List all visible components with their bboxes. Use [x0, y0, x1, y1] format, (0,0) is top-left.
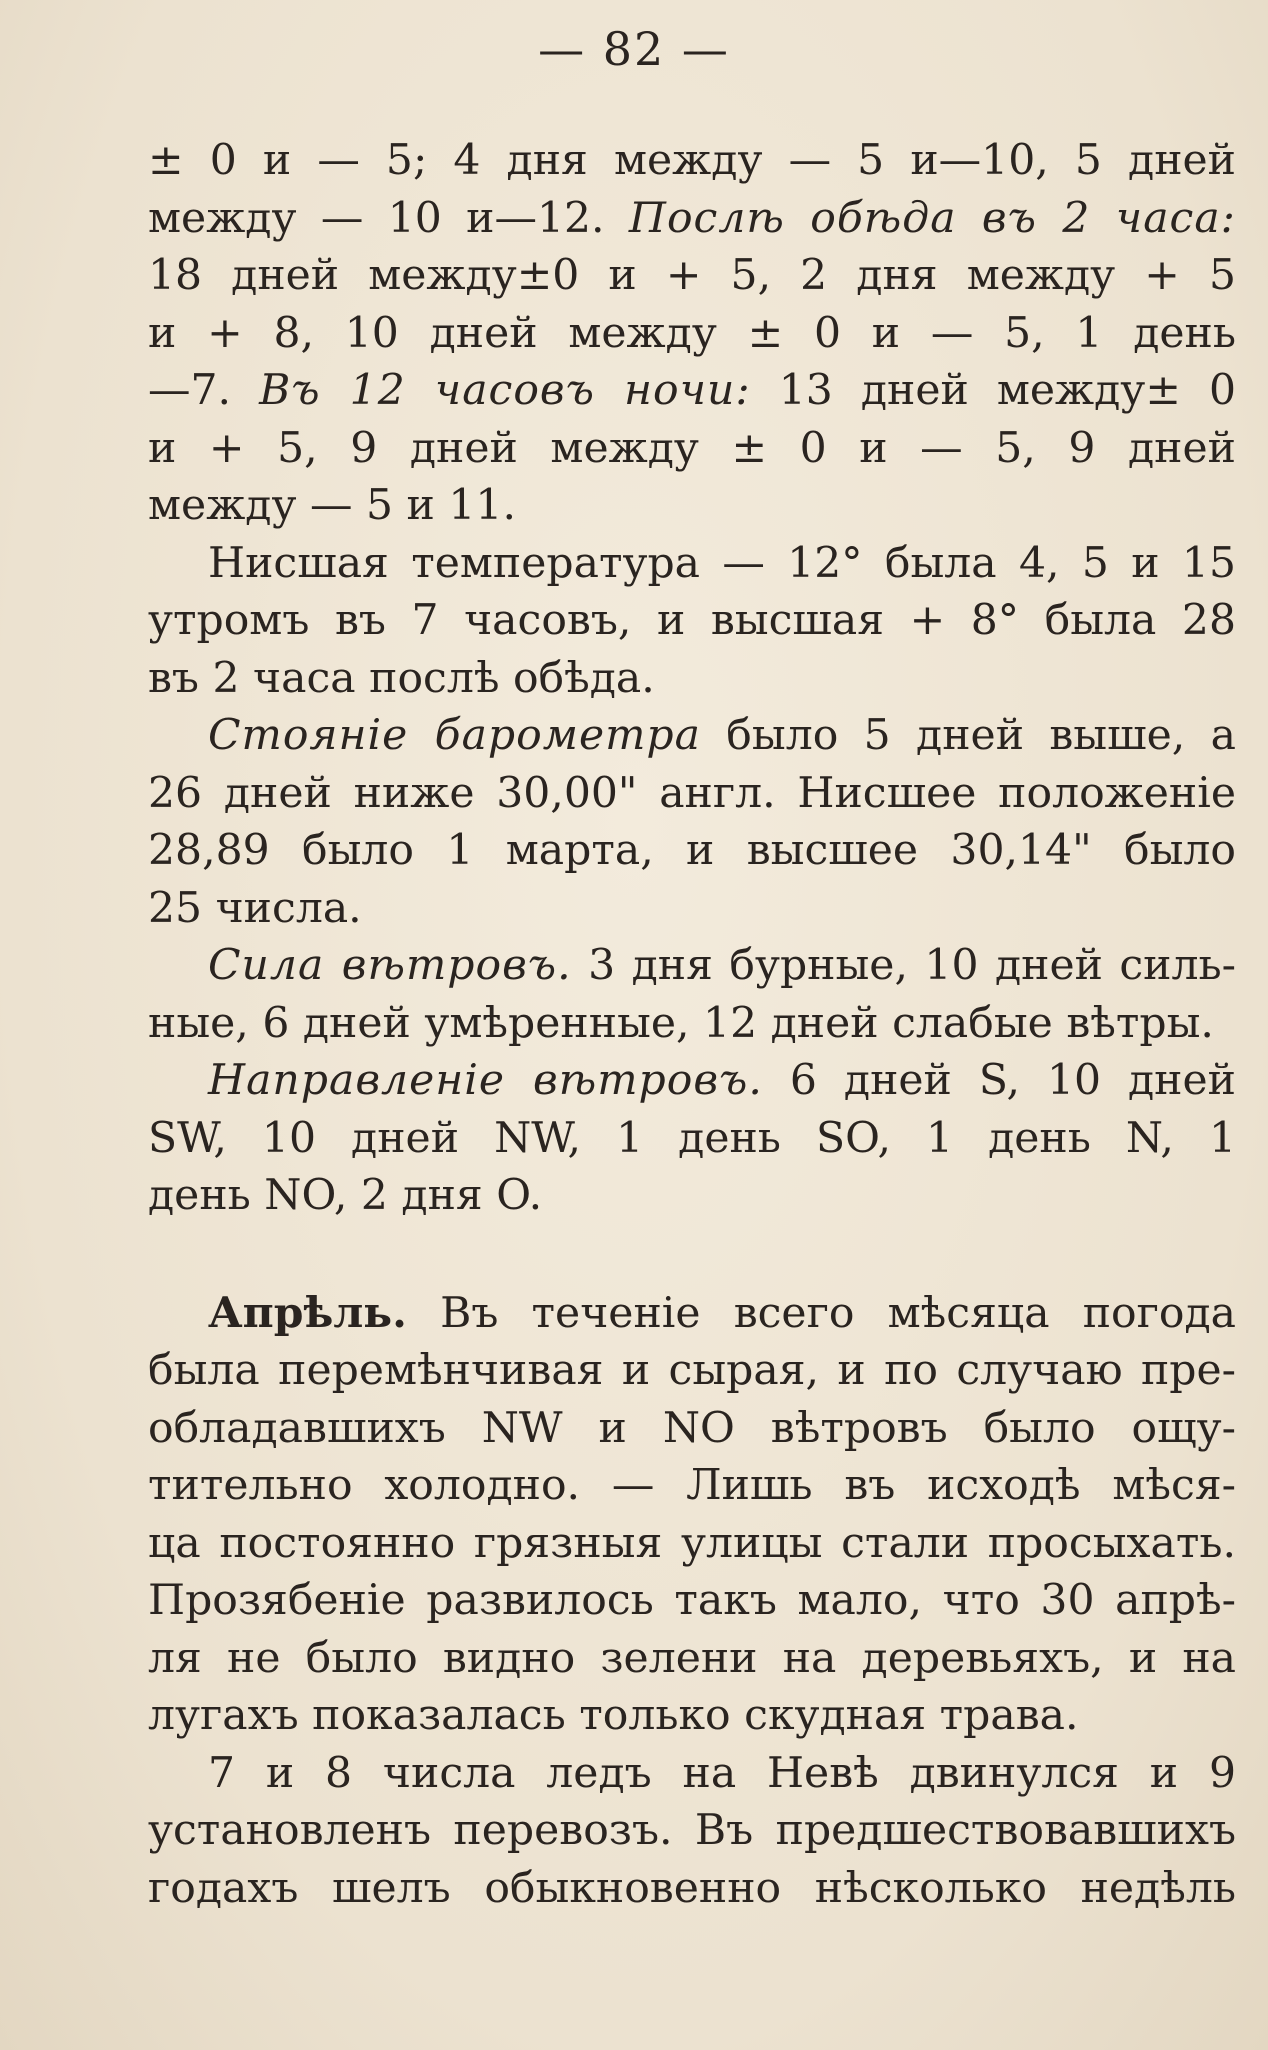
paragraph	[148, 1745, 1236, 1918]
text-line	[148, 1745, 1236, 1803]
text-run: ные, 6 дней умѣренные, 12 дней слабые вѣтры.	[148, 998, 1214, 1048]
text-run: ля не было видно зелени на деревьяхъ, и на	[148, 1633, 1236, 1683]
text-line	[148, 305, 1236, 363]
text-run: 7 и 8 числа ледъ на Невѣ двинулся и 9	[208, 1748, 1236, 1798]
text-line	[148, 420, 1236, 478]
text-run: и + 5, 9 дней между ± 0 и — 5, 9 дней	[148, 423, 1236, 473]
text-line	[148, 1285, 1236, 1343]
text-run: установленъ перевозъ. Въ предшествовавшихъ	[148, 1806, 1236, 1855]
text-line	[148, 1860, 1236, 1918]
text-line	[148, 1687, 1236, 1745]
text-run: ± 0 и — 5; 4 дня между — 5 и—10, 5 дней	[148, 136, 1236, 185]
text-line	[148, 1572, 1236, 1630]
text-run: 3 дня бурные, 10 дней силь-	[571, 941, 1236, 990]
text-run: между — 10 и—12.	[148, 193, 629, 243]
text-run: между — 5 и 11.	[148, 481, 516, 530]
text-column	[148, 132, 1236, 1917]
text-run: Нисшая температура — 12° была 4, 5 и 15	[208, 538, 1236, 588]
text-run: 26 дней ниже 30,00" англ. Нисшее положеніе	[148, 768, 1236, 818]
section-gap	[148, 1225, 1236, 1285]
text-line	[148, 1457, 1236, 1515]
text-run: въ 2 часа послѣ обѣда.	[148, 653, 655, 703]
text-run: и + 8, 10 дней между ± 0 и — 5, 1 день	[148, 308, 1236, 358]
text-run: SW, 10 дней NW, 1 день SO, 1 день N, 1	[148, 1113, 1236, 1163]
text-line	[148, 707, 1236, 765]
text-line	[148, 1515, 1236, 1573]
text-run: ца постоянно грязныя улицы стали просыхать.	[148, 1518, 1236, 1568]
text-run: была перемѣнчивая и сырая, и по случаю пре-	[148, 1346, 1236, 1395]
text-run: лугахъ показалась только скудная трава.	[148, 1691, 1079, 1740]
text-line	[148, 592, 1236, 650]
section-heading: Апрѣль.	[208, 1287, 407, 1338]
paragraph	[148, 1285, 1236, 1745]
text-run: Прозябеніе развилось такъ мало, что 30 апрѣ-	[148, 1576, 1236, 1625]
text-line	[148, 765, 1236, 823]
text-run: тительно холодно. — Лишь въ исходѣ мѣся-	[148, 1461, 1236, 1510]
text-run: 6 дней S, 10 дней	[762, 1056, 1236, 1105]
italic-phrase: Сила вѣтровъ.	[208, 941, 572, 990]
italic-phrase: Въ 12 часовъ ночи:	[259, 366, 751, 415]
paragraph	[148, 1052, 1236, 1225]
text-line	[148, 1400, 1236, 1458]
text-line	[148, 247, 1236, 305]
paragraph	[148, 937, 1236, 1052]
text-run: 18 дней между±0 и + 5, 2 дня между + 5	[148, 251, 1236, 300]
text-line	[148, 1110, 1236, 1168]
text-run: утромъ въ 7 часовъ, и высшая + 8° была 28	[148, 596, 1236, 645]
paragraph	[148, 132, 1236, 535]
text-run: день NO, 2 дня O.	[148, 1171, 543, 1220]
text-line	[148, 937, 1236, 995]
text-line	[148, 1052, 1236, 1110]
text-line	[148, 535, 1236, 593]
text-line	[148, 477, 1236, 535]
text-line	[148, 1802, 1236, 1860]
text-run: 28,89 было 1 марта, и высшее 30,14" было	[148, 826, 1236, 875]
italic-phrase: Стояніе барометра	[208, 711, 701, 760]
text-line	[148, 1630, 1236, 1688]
text-line	[148, 190, 1236, 248]
text-run: 25 числа.	[148, 883, 362, 933]
paragraph	[148, 707, 1236, 937]
text-line	[148, 822, 1236, 880]
text-line	[148, 362, 1236, 420]
paragraph	[148, 535, 1236, 708]
text-line	[148, 1342, 1236, 1400]
text-line	[148, 650, 1236, 708]
text-line	[148, 1167, 1236, 1225]
text-line	[148, 880, 1236, 938]
text-run: было 5 дней выше, а	[700, 711, 1236, 760]
text-run: 13 дней между± 0	[750, 366, 1236, 415]
italic-phrase: Направленіе вѣтровъ.	[208, 1056, 763, 1105]
italic-phrase: Послѣ обѣда въ 2 часа:	[628, 193, 1236, 243]
text-line	[148, 995, 1236, 1053]
text-run: годахъ шелъ обыкновенно нѣсколько недѣль	[148, 1863, 1236, 1913]
text-line	[148, 132, 1236, 190]
text-run: обладавшихъ NW и NO вѣтровъ было ощу-	[148, 1403, 1236, 1453]
text-run: Въ теченіе всего мѣсяца погода	[406, 1288, 1236, 1338]
page-number: — 82 —	[538, 22, 730, 76]
text-run: —7.	[148, 366, 260, 415]
